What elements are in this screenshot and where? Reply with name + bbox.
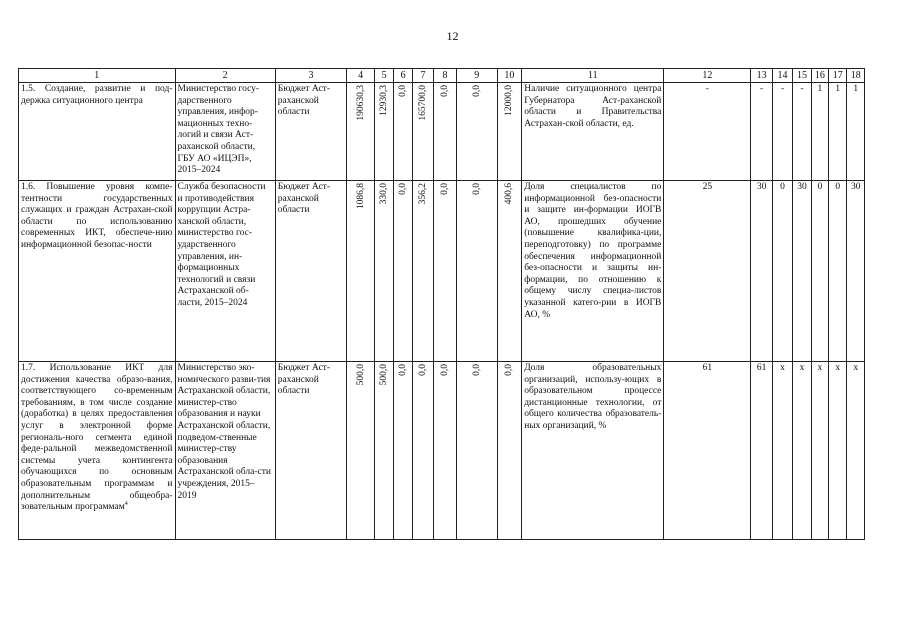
amount-year: 0,0 <box>394 83 412 181</box>
header-cell: 7 <box>412 69 433 83</box>
amount-year: 0,0 <box>434 181 457 362</box>
executor: Служба безопасности и противодействия коррупции Астра-ханской области, министерство гос-ударственного управления, ин-формационных технологий и связи Астраханской об-ласти, 2015–2024 <box>175 181 275 362</box>
header-cell: 18 <box>847 69 865 83</box>
table-row <box>19 362 865 540</box>
header-cell: 13 <box>751 69 772 83</box>
table-row <box>19 181 865 362</box>
header-cell: 10 <box>497 69 522 83</box>
indicator-base: - <box>664 83 751 181</box>
amount-year: 0,0 <box>456 181 497 362</box>
amount-total: 500,0 <box>347 362 375 540</box>
amount-year: 356,2 <box>412 181 433 362</box>
header-cell: 11 <box>522 69 664 83</box>
indicator-value: x <box>811 362 828 540</box>
amount-year: 0,0 <box>497 362 522 540</box>
header-cell: 6 <box>394 69 412 83</box>
activity-name: 1.7. Использование ИКТ для достижения качества образо-вания, соответствующего со-временным требованиям, в том числе создание (доработка) в целях предоставления услуг в электронной форме региональ-ного сегмента единой феде-ральной межведомственной системы учета контингента обучающихся по основным образовательным программам и дополнительным общеобра-зовательным программам$^4$ <box>19 362 176 540</box>
amount-year: 0,0 <box>394 181 412 362</box>
indicator-value: x <box>847 362 865 540</box>
indicator-value: 1 <box>811 83 828 181</box>
indicator-value: x <box>772 362 792 540</box>
amount-total: 1086,8 <box>347 181 375 362</box>
header-cell: 16 <box>811 69 828 83</box>
indicator-value: 1 <box>847 83 865 181</box>
indicator-value: - <box>751 83 772 181</box>
page-number: 12 <box>446 29 459 43</box>
indicator-base: 61 <box>664 362 751 540</box>
amount-year: 0,0 <box>434 83 457 181</box>
header-cell: 9 <box>456 69 497 83</box>
activity-name: 1.5. Создание, развитие и под-держка ситуационного центра <box>19 83 176 181</box>
indicator-value: 30 <box>793 181 811 362</box>
amount-year: 330,0 <box>374 181 393 362</box>
funding-source: Бюджет Аст-раханской области <box>275 181 347 362</box>
executor: Министерство эко-номического разви-тия Астраханской области, министер-ство образования и науки Астраханской области, подведом-ственные министер-ству образования Астраханской обла-сти учреждения, 2015–2019 <box>175 362 275 540</box>
amount-year: 12930,3 <box>374 83 393 181</box>
amount-year: 0,0 <box>456 83 497 181</box>
indicator-value: 1 <box>829 83 847 181</box>
indicator: Доля образовательных организаций, использу-ющих в образовательном процессе дистанционные технологии, от общего количества образователь-ных организаций, % <box>522 362 664 540</box>
amount-year: 500,0 <box>374 362 393 540</box>
amount-year: 0,0 <box>456 362 497 540</box>
header-cell: 4 <box>347 69 375 83</box>
header-cell: 2 <box>175 69 275 83</box>
indicator: Доля специалистов по информационной без-опасности и защите ин-формации ИОГВ АО, прошедших обучение (повышение квалифика-ции, переподготовку) по программе обеспечения информационной без-опасности и защиты ин-формации, по отношению к общему числу специа-листов указанной катего-рии в ИОГВ АО, % <box>522 181 664 362</box>
indicator-value: - <box>772 83 792 181</box>
amount-year: 0,0 <box>412 362 433 540</box>
footnote-mark: 4 <box>124 500 128 507</box>
header-row <box>19 69 865 83</box>
header-cell: 12 <box>664 69 751 83</box>
table-row <box>19 83 865 181</box>
activity-name: 1.6. Повышение уровня компе-тентности государственных служащих и граждан Астрахан-ской области по использованию современных ИКТ, обеспече-нию информационной безопас-ности <box>19 181 176 362</box>
amount-year: 0,0 <box>434 362 457 540</box>
indicator-value: 0 <box>811 181 828 362</box>
amount-year: 12000,0 <box>497 83 522 181</box>
header-cell: 1 <box>19 69 176 83</box>
indicator-value: 30 <box>751 181 772 362</box>
header-cell: 5 <box>374 69 393 83</box>
header-cell: 14 <box>772 69 792 83</box>
indicator-value: x <box>829 362 847 540</box>
indicator-value: x <box>793 362 811 540</box>
indicator-value: - <box>793 83 811 181</box>
amount-year: 165700,0 <box>412 83 433 181</box>
indicator: Наличие ситуационного центра Губернатора Аст-раханской области и Правительства Астрахан-ской области, ед. <box>522 83 664 181</box>
header-cell: 8 <box>434 69 457 83</box>
header-cell: 3 <box>275 69 347 83</box>
funding-source: Бюджет Аст-раханской области <box>275 362 347 540</box>
amount-total: 190630,3 <box>347 83 375 181</box>
program-table <box>18 68 865 540</box>
header-cell: 15 <box>793 69 811 83</box>
executor: Министерство госу-дарственного управления, инфор-мационных техно-логий и связи Аст-раханской области, ГБУ АО «ИЦЭП», 2015–2024 <box>175 83 275 181</box>
indicator-base: 25 <box>664 181 751 362</box>
amount-year: 0,0 <box>394 362 412 540</box>
indicator-value: 30 <box>847 181 865 362</box>
funding-source: Бюджет Аст-раханской области <box>275 83 347 181</box>
indicator-value: 61 <box>751 362 772 540</box>
header-cell: 17 <box>829 69 847 83</box>
indicator-value: 0 <box>772 181 792 362</box>
indicator-value: 0 <box>829 181 847 362</box>
amount-year: 400,6 <box>497 181 522 362</box>
